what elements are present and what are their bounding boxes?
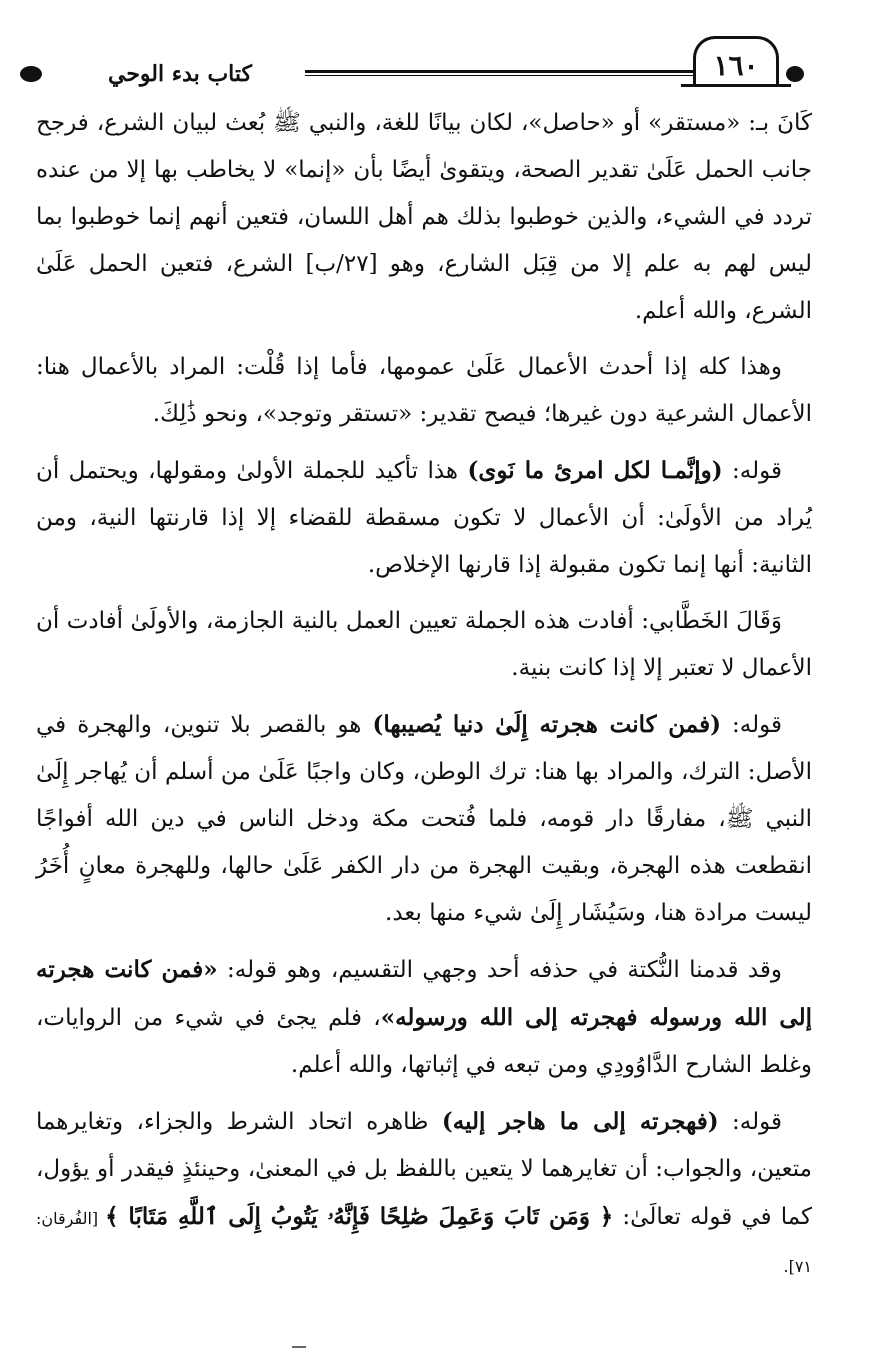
paragraph-4: [36, 598, 812, 692]
page-number-frame-base: [681, 84, 791, 87]
paragraph-7-lead: قوله:: [718, 1109, 782, 1135]
paragraph-7: [36, 1098, 812, 1290]
paragraph-2: [36, 344, 812, 438]
header-rule: [305, 70, 693, 76]
paragraph-4-text: وَقَالَ الخَطَّابي: أفادت هذه الجملة تعيين العمل بالنية الجازمة، والأولَىٰ أفادت أن الأعمال لا تعتبر إلا إذا كانت بنية.: [36, 608, 812, 681]
paragraph-3: [36, 447, 812, 589]
paragraph-3-text: هذا تأكيد للجملة الأولىٰ ومقولها، ويحتمل أن يُراد من الأولَىٰ: أن الأعمال لا تكون مسقطة للقضاء إلا إذا قارنتها النية، ومن الثانية: أنها إنما تكون مقبولة إذا قارنها الإخلاص.: [36, 458, 812, 578]
paragraph-1-text: كَانَ بـ: «مستقر» أو «حاصل»، لكان بيانًا للغة، والنبي ﷺ بُعث لبيان الشرع، فرجح جانب الحمل عَلَىٰ تقدير الصحة، ويتقوىٰ أيضًا بأن «إنما» لا يخاطب بها إلا من عنده تردد في الشيء، والذين خوطبوا بذلك هم أهل اللسان، فتعين أنهم إنما خوطبوا بما ليس لهم به علم إلا من قِبَل الشارع، وهو [٢٧/ب] الشرع، فتعين الحمل عَلَىٰ الشرع، والله أعلم.: [36, 110, 812, 324]
quran-verse: ﴿ وَمَن تَابَ وَعَمِلَ صَٰلِحًا فَإِنَّهُۥ يَتُوبُ إِلَى ٱللَّهِ مَتَابًا ﴾: [105, 1203, 614, 1230]
paragraph-3-lead: قوله:: [722, 458, 782, 484]
paragraph-2-text: وهذا كله إذا أحدث الأعمال عَلَىٰ عمومها، فأما إذا قُلْت: المراد بالأعمال هنا: الأعمال الشرعية دون غيرها؛ فيصح تقدير: «تستقر وتوجد»، ونحو ذَٰلِكَ.: [36, 354, 812, 427]
hadith-quote: (فهجرته إلى ما هاجر إليه): [441, 1108, 719, 1135]
book-title: كتاب بدء الوحي: [108, 61, 252, 87]
sura-reference: [الفُرقان: ٧١].: [36, 1209, 812, 1276]
paragraph-1: [36, 100, 812, 335]
paragraph-7-text: ظاهره اتحاد الشرط والجزاء، وتغايرهما متعين، والجواب: أن تغايرهما لا يتعين باللفظ بل في المعنىٰ، وحينئذٍ فيقدر أو يؤول، كما في قوله تعالَىٰ:: [36, 1109, 813, 1230]
header-ornament-dot-right: [786, 66, 804, 82]
hadith-quote: (فمن كانت هجرته إِلَىٰ دنيا يُصيبها): [372, 711, 721, 738]
paragraph-6-text: ، فلم يجئ في شيء من الروايات، وغلط الشارح الدَّاوُودِي ومن تبعه في إثباتها، والله أعلم.: [36, 1005, 812, 1078]
hadith-quote: (وإنَّمـا لكل امرئ ما نَوى): [467, 457, 723, 484]
header-ornament-dot-left: [20, 66, 42, 82]
hadith-quote: «فمن كانت هجرته إلى الله ورسوله فهجرته إلى الله ورسوله»: [36, 956, 812, 1031]
scan-mark: [292, 1346, 306, 1348]
running-header: [0, 28, 885, 108]
paragraph-5-text: هو بالقصر بلا تنوين، والهجرة في الأصل: الترك، والمراد بها هنا: ترك الوطن، وكان واجبًا عَلَىٰ من أسلم أن يُهاجر إِلَىٰ النبي ﷺ، مفارقًا دار قومه، فلما فُتحت مكة ودخل الناس في دين الله أفواجًا انقطعت هذه الهجرة، وبقيت الهجرة من دار الكفر عَلَىٰ حالها، وللهجرة معانٍ أُخَرُ ليست مرادة هنا، وسَيُشَار إِلَىٰ شيء منها بعد.: [36, 712, 812, 926]
paragraph-6: [36, 946, 812, 1089]
page-body: [36, 100, 812, 1290]
paragraph-5: [36, 701, 812, 937]
page-number: ١٦٠: [693, 36, 779, 86]
paragraph-5-lead: قوله:: [720, 712, 782, 738]
paragraph-6-lead: وقد قدمنا النُّكتة في حذفه أحد وجهي التقسيم، وهو قوله:: [217, 957, 783, 983]
